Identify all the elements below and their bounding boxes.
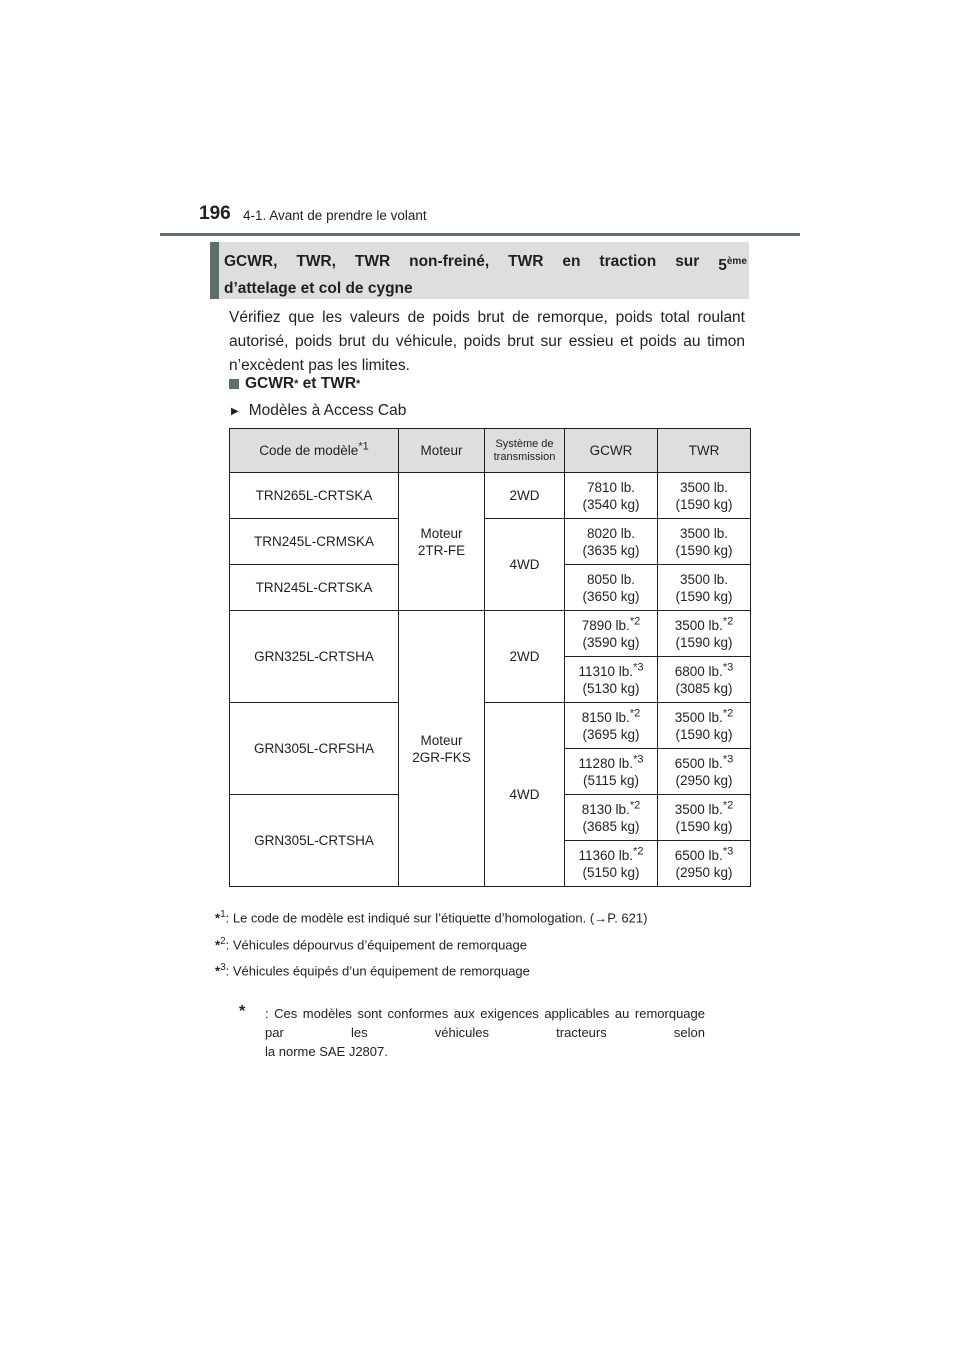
model-code: GRN305L-CRFSHA bbox=[230, 703, 399, 795]
drive-cell: 2WD bbox=[485, 611, 565, 703]
title-word: non-freiné, bbox=[409, 253, 490, 270]
gcwr-cell: 8020 lb. (3635 kg) bbox=[565, 519, 658, 565]
twr-cell: 6800 lb.$^{*3}$ (3085 kg) bbox=[658, 657, 751, 703]
header-engine: Moteur bbox=[399, 429, 485, 473]
gcwr-cell: 11280 lb.$^{*3}$ (5115 kg) bbox=[565, 749, 658, 795]
footnote-1: *$^1$: Le code de modèle est indiqué sur l’étiquette d’homologation. (→P. 621) bbox=[215, 909, 648, 926]
gcwr-cell: 11360 lb.$^{*2}$ (5150 kg) bbox=[565, 841, 658, 887]
title-word: en bbox=[562, 253, 581, 270]
intro-paragraph: Vérifiez que les valeurs de poids brut de remorque, poids total roulant autorisé, poids brut du véhicule, poids brut sur essieu et poids au timon n’excèdent pas les limites. bbox=[229, 309, 745, 374]
section-title bbox=[224, 250, 747, 300]
title-word: sur bbox=[675, 253, 700, 270]
model-code: TRN245L-CRMSKA bbox=[230, 519, 399, 565]
gcwr-cell: 8150 lb.$^{*2}$ (3695 kg) bbox=[565, 703, 658, 749]
twr-cell: 3500 lb.$^{*2}$ (1590 kg) bbox=[658, 611, 751, 657]
model-code: TRN245L-CRTSKA bbox=[230, 565, 399, 611]
page-number: 196 bbox=[199, 203, 231, 224]
twr-cell: 3500 lb.$^{*2}$ (1590 kg) bbox=[658, 703, 751, 749]
twr-cell: 6500 lb.$^{*3}$ (2950 kg) bbox=[658, 841, 751, 887]
gcwr-cell: 8130 lb.$^{*2}$ (3685 kg) bbox=[565, 795, 658, 841]
table-header-row bbox=[230, 429, 751, 473]
engine-cell: Moteur 2TR-FE bbox=[399, 473, 485, 611]
model-group-label: ▶ Modèles à Access Cab bbox=[231, 402, 407, 419]
footnote-3: *$^3$: Véhicules équipés d’un équipement de remorquage bbox=[215, 962, 530, 979]
spec-table bbox=[229, 428, 751, 887]
model-code: GRN325L-CRTSHA bbox=[230, 611, 399, 703]
drive-cell: 2WD bbox=[485, 473, 565, 519]
section-title-line1 bbox=[224, 250, 747, 277]
footnote-2: *$^2$: Véhicules dépourvus d’équipement de remorquage bbox=[215, 936, 527, 953]
section-heading-box bbox=[210, 242, 749, 299]
table-row bbox=[230, 611, 751, 657]
note-body: : Ces modèles sont conformes aux exigences applicables au remorquage par les véhicules tracteurs selon la norme SAE J2807. bbox=[265, 1006, 705, 1059]
table-row bbox=[230, 703, 751, 749]
table-row bbox=[230, 519, 751, 565]
twr-cell: 3500 lb.$^{*2}$ (1590 kg) bbox=[658, 795, 751, 841]
title-word: 5ème bbox=[718, 256, 747, 275]
chapter-title: 4-1. Avant de prendre le volant bbox=[243, 208, 427, 223]
triangle-bullet-icon: ▶ bbox=[231, 405, 239, 417]
header-twr: TWR bbox=[658, 429, 751, 473]
gcwr-cell: 8050 lb. (3650 kg) bbox=[565, 565, 658, 611]
subheading: GCWR * et TWR * bbox=[229, 375, 360, 393]
header-transmission: Système de transmission bbox=[485, 429, 565, 473]
gcwr-cell: 11310 lb.$^{*3}$ (5130 kg) bbox=[565, 657, 658, 703]
note-mark: * bbox=[239, 1003, 246, 1020]
section-title-line2: d’attelage et col de cygne bbox=[224, 280, 413, 298]
header-rule bbox=[160, 233, 800, 236]
section-heading-bar bbox=[210, 242, 219, 299]
table-row bbox=[230, 473, 751, 519]
model-code: TRN265L-CRTSKA bbox=[230, 473, 399, 519]
engine-cell: Moteur 2GR-FKS bbox=[399, 611, 485, 887]
drive-cell: 4WD bbox=[485, 703, 565, 887]
title-word: traction bbox=[599, 253, 657, 270]
gcwr-cell: 7890 lb.$^{*2}$ (3590 kg) bbox=[565, 611, 658, 657]
drive-cell: 4WD bbox=[485, 519, 565, 611]
title-word: TWR bbox=[508, 253, 544, 270]
header-gcwr: GCWR bbox=[565, 429, 658, 473]
title-word: GCWR, bbox=[224, 253, 278, 270]
model-code: GRN305L-CRTSHA bbox=[230, 795, 399, 887]
gcwr-cell: 7810 lb. (3540 kg) bbox=[565, 473, 658, 519]
twr-cell: 3500 lb. (1590 kg) bbox=[658, 565, 751, 611]
standard-note bbox=[239, 1004, 705, 1061]
title-word: TWR, bbox=[296, 253, 336, 270]
title-word: TWR bbox=[354, 253, 391, 270]
twr-cell: 3500 lb. (1590 kg) bbox=[658, 473, 751, 519]
twr-cell: 3500 lb. (1590 kg) bbox=[658, 519, 751, 565]
square-bullet-icon bbox=[229, 379, 239, 389]
header-model-code: Code de modèle$^{*1}$ bbox=[230, 429, 399, 473]
twr-cell: 6500 lb.$^{*3}$ (2950 kg) bbox=[658, 749, 751, 795]
